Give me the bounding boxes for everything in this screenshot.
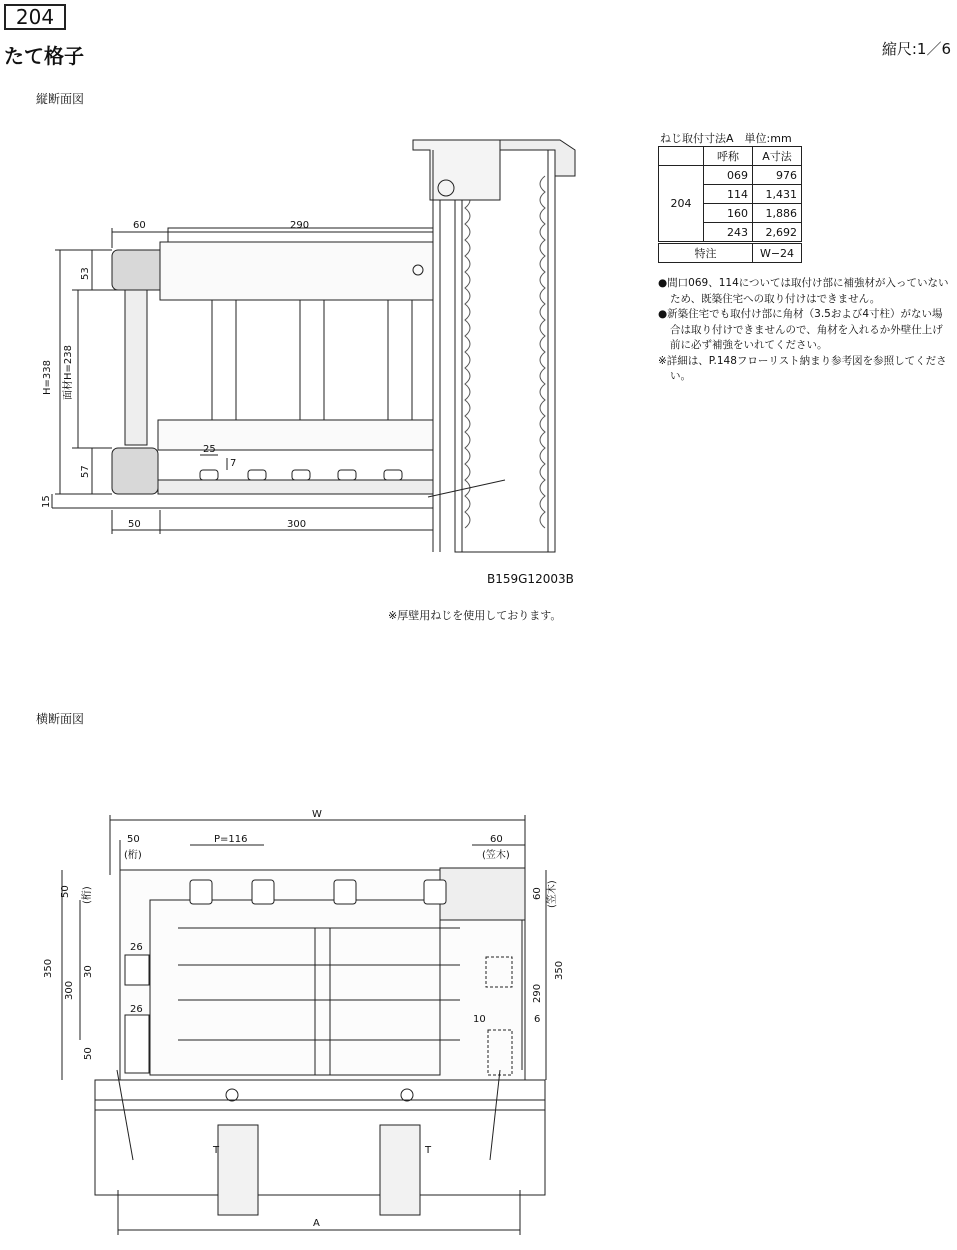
dim-r6: 6 (534, 1014, 541, 1025)
header-a: A寸法 (753, 147, 802, 166)
dim-v26a: 26 (130, 942, 143, 953)
dim-r10: 10 (473, 1014, 486, 1025)
table-group: 204 (659, 166, 704, 243)
notes (658, 276, 953, 385)
special-value: W−24 (753, 243, 802, 263)
dim-top-left: 60 (133, 220, 146, 231)
row-a: 1,886 (753, 204, 802, 223)
note-item: ●新築住宅でも取付け部に角材（3.5および4寸柱）がない場合は取り付けできませんので、角材を入れるか外壁仕上げ前に必ず補強をいれてください。 (658, 308, 943, 351)
dim-h-face: 面材H=238 (63, 345, 74, 400)
table-caption: ねじ取付寸法A 単位:mm (660, 132, 792, 145)
row-a: 2,692 (753, 223, 802, 243)
dim-right60-sub: (笠木) (482, 850, 510, 861)
screw-note: ※厚壁用ねじを使用しております。 (388, 609, 562, 622)
vertical-section-drawing (52, 140, 575, 552)
screw-dimension-table (658, 146, 802, 263)
dim-right60: 60 (490, 834, 503, 845)
dim-left50-sub: (桁) (124, 850, 142, 861)
special-label: 特注 (659, 243, 753, 263)
row-a: 976 (753, 166, 802, 185)
dim-v300: 300 (64, 980, 75, 1000)
row-name: 069 (704, 166, 753, 185)
dim-t-left: T (213, 1145, 220, 1156)
dim-r60: 60 (532, 887, 543, 900)
table-special-row (659, 243, 802, 263)
note-item: ●間口069、114については取付け部に補強材が入っていないため、既築住宅への取り付けはできません。 (658, 277, 949, 305)
dim-r290: 290 (532, 983, 543, 1003)
dim-left50: 50 (127, 834, 140, 845)
dim-v50-top: 50 (60, 885, 71, 898)
model-number-box: 204 (4, 4, 66, 30)
note-item: ※詳細は、P.148フローリスト納まり参考図を参照してください。 (658, 354, 947, 382)
dim-h15: 15 (41, 495, 52, 508)
horizontal-section-label: 横断面図 (36, 712, 85, 726)
table-row (659, 166, 802, 185)
drawing-code: B159G12003B (487, 572, 574, 586)
bottom-rail (112, 448, 158, 494)
row-name: 160 (704, 204, 753, 223)
face-panel (125, 290, 147, 445)
scale-label: 縮尺:1／6 (881, 40, 951, 58)
kasagi-cap (440, 868, 525, 920)
row-name: 114 (704, 185, 753, 204)
wall-body (455, 150, 555, 552)
dim-v26b: 26 (130, 1004, 143, 1015)
table-header-row (659, 147, 802, 166)
dim-h53: 53 (80, 267, 91, 280)
dim-a: A (313, 1218, 320, 1229)
dim-slot25: 25 (203, 444, 216, 455)
dim-bottom-right: 300 (287, 519, 307, 530)
dim-v350-left: 350 (43, 958, 54, 978)
page-title: たて格子 (4, 44, 84, 68)
dim-t-right: T (425, 1145, 432, 1156)
dim-v50-bottom: 50 (83, 1047, 94, 1060)
dim-v30: 30 (83, 965, 94, 978)
dim-pitch: P=116 (214, 834, 248, 845)
dim-slot7: 7 (230, 458, 237, 469)
dim-r350: 350 (554, 960, 565, 980)
dim-v50-top-sub: (桁) (82, 886, 93, 904)
row-a: 1,431 (753, 185, 802, 204)
row-name: 243 (704, 223, 753, 243)
dim-h57: 57 (80, 465, 91, 478)
vertical-section-label: 縦断面図 (36, 92, 85, 106)
dim-w: W (312, 809, 322, 820)
dim-bottom-left: 50 (128, 519, 141, 530)
header-name: 呼称 (704, 147, 753, 166)
dim-r60-sub: (笠木) (547, 880, 558, 908)
dim-top-right: 290 (290, 220, 310, 231)
horizontal-section-drawing (62, 815, 546, 1235)
wall-base (95, 1080, 545, 1195)
dim-h-total: H=338 (42, 360, 53, 395)
